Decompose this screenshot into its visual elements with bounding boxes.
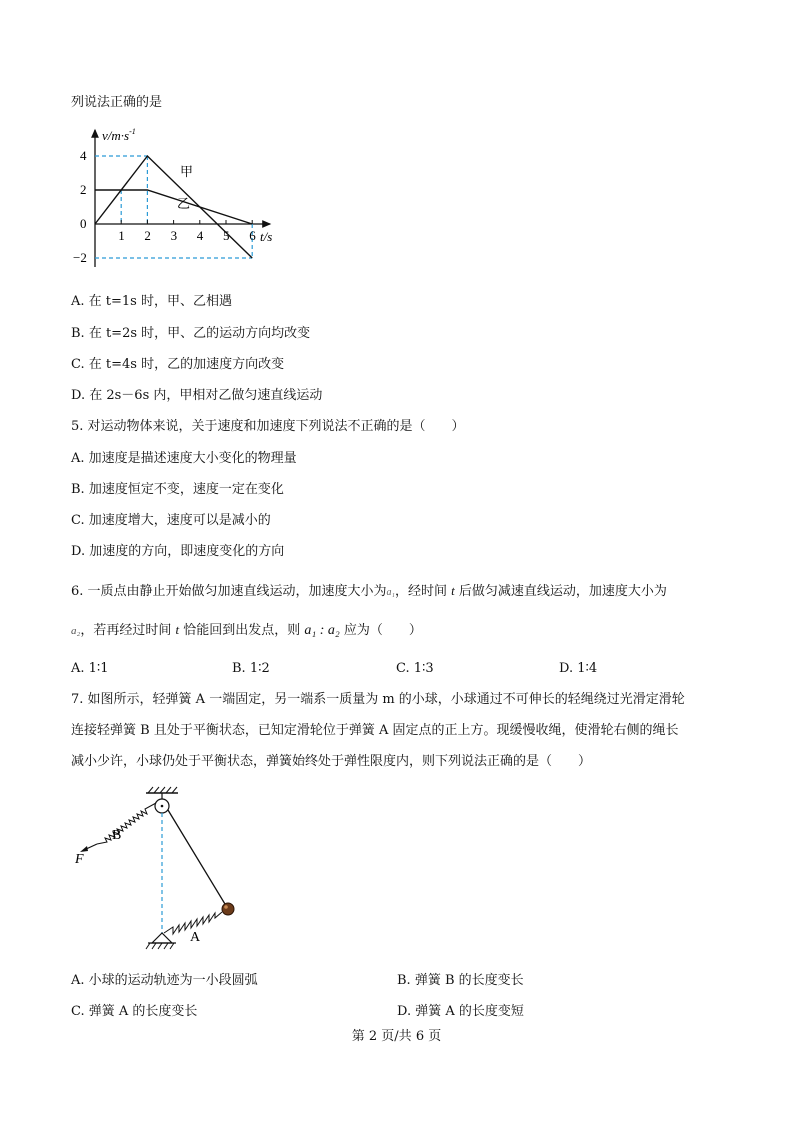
- y-tick-neg2: −2: [73, 250, 87, 265]
- q7-option-d: D. 弹簧 A 的长度变短: [397, 1004, 524, 1019]
- q6-option-c: C. 1∶3: [396, 661, 434, 676]
- q5-option-c: C. 加速度增大，速度可以是减小的: [71, 513, 271, 528]
- q6-option-b: B. 1∶2: [232, 661, 270, 676]
- x-tick-label: 1: [118, 228, 125, 243]
- q4-option-d: D. 在 2s－6s 内，甲相对乙做匀速直线运动: [71, 388, 323, 403]
- y-axis-label: $v/m\cdot s^{-1}$: [102, 127, 136, 143]
- q4-option-b: B. 在 t=2s 时，甲、乙的运动方向均改变: [71, 326, 311, 341]
- y-tick-2: 2: [80, 182, 87, 197]
- q7-stem-line3: 减小少许，小球仍处于平衡状态，弹簧始终处于弹性限度内，则下列说法正确的是（ ）: [71, 754, 592, 769]
- y-tick-0: 0: [80, 216, 87, 231]
- label-a: A: [190, 930, 201, 945]
- y-tick-4: 4: [80, 148, 87, 163]
- x-tick-label: 4: [196, 228, 204, 243]
- x-tick-label: 5: [223, 228, 230, 243]
- q6-stem-line2: a₂，若再经过时间 t 恰能回到出发点，则 a₁ : a₂ 应为（ ）: [71, 622, 422, 638]
- series-yi-line: [95, 190, 252, 224]
- q4-option-a: A. 在 t=1s 时，甲、乙相遇: [71, 294, 232, 309]
- q7-stem-line1: 7. 如图所示，轻弹簧 A 一端固定，另一端系一质量为 m 的小球，小球通过不可伸长的轻绳绕过光滑定滑轮: [71, 692, 685, 707]
- page-footer: 第 2 页/共 6 页: [351, 1029, 442, 1044]
- spring-pulley-figure: [70, 785, 260, 960]
- label-jia: 甲: [180, 164, 194, 179]
- x-tick-label: 6: [249, 228, 256, 243]
- x-tick-label: 3: [170, 228, 178, 243]
- label-f: F: [75, 852, 84, 867]
- label-b: B: [112, 828, 122, 843]
- q7-stem-line2: 连接轻弹簧 B 且处于平衡状态，已知定滑轮位于弹簧 A 固定点的正上方。现缓慢收绳，使滑轮右侧的绳长: [71, 723, 679, 738]
- spring-b: [97, 803, 156, 844]
- x-tick-label: 2: [144, 228, 151, 243]
- q4-intro: 列说法正确的是: [71, 95, 163, 110]
- q5-stem: 5. 对运动物体来说，关于速度和加速度下列说法不正确的是（ ）: [71, 419, 465, 434]
- q6-option-a: A. 1∶1: [71, 661, 109, 676]
- q6-option-d: D. 1∶4: [559, 661, 598, 676]
- ball-icon: [222, 903, 234, 915]
- label-yi: 乙: [177, 196, 191, 211]
- vt-graph: [70, 122, 300, 272]
- q5-option-b: B. 加速度恒定不变，速度一定在变化: [71, 482, 284, 497]
- q4-option-c: C. 在 t=4s 时，乙的加速度方向改变: [71, 357, 285, 372]
- q6-stem-line1: 6. 一质点由静止开始做匀加速直线运动，加速度大小为a₁，经时间 t 后做匀减速直线运动，加速度大小为: [71, 583, 667, 599]
- q7-option-c: C. 弹簧 A 的长度变长: [71, 1004, 198, 1019]
- q5-option-a: A. 加速度是描述速度大小变化的物理量: [71, 451, 297, 466]
- q7-option-a: A. 小球的运动轨迹为一小段圆弧: [71, 973, 258, 988]
- q7-option-b: B. 弹簧 B 的长度变长: [397, 973, 524, 988]
- q5-option-d: D. 加速度的方向，即速度变化的方向: [71, 544, 285, 559]
- x-axis-label: t/s: [260, 229, 273, 244]
